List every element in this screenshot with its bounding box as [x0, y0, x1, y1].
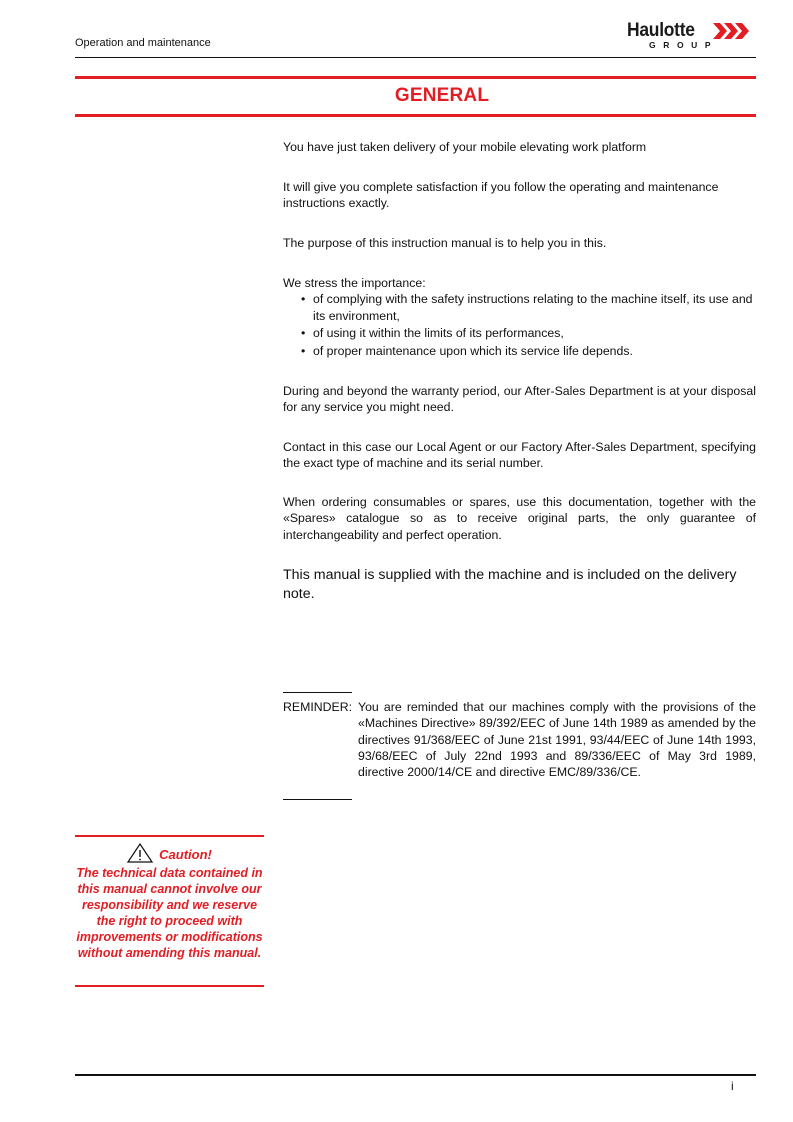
page-number: i	[731, 1079, 734, 1093]
logo-wordmark: Haulotte	[627, 20, 695, 41]
caution-rule-top	[75, 835, 264, 837]
caution-label: Caution!	[159, 847, 212, 862]
importance-list	[283, 291, 756, 359]
caution-heading	[75, 843, 264, 863]
header-divider	[75, 57, 756, 58]
importance-section	[283, 275, 756, 359]
title-rule-bottom	[75, 114, 756, 117]
warranty-paragraph	[283, 383, 756, 416]
footer-divider	[75, 1074, 756, 1076]
logo-chevrons-icon	[713, 23, 751, 39]
reminder-rule-top	[283, 692, 352, 693]
satisfaction-text: It will give you complete satisfaction if you follow the operating and maintenance instructions exactly.	[283, 180, 719, 211]
satisfaction-paragraph	[283, 179, 756, 212]
caution-text: The technical data contained in this manual cannot involve our responsibility and we reserve the right to proceed with improvements or modifications without amending this manual.	[76, 866, 263, 961]
supply-paragraph	[283, 566, 756, 603]
spares-text: When ordering consumables or spares, use this documentation, together with the «Spares» catalogue so as to receive original parts, the only guarantee of interchangeability and perfect operation.	[283, 495, 756, 542]
spares-paragraph	[283, 494, 756, 543]
bullet-icon: •	[301, 292, 306, 307]
running-header: Operation and maintenance	[75, 37, 211, 49]
reminder-label: REMINDER:	[283, 700, 353, 714]
purpose-text: The purpose of this instruction manual is to help you in this.	[283, 236, 607, 250]
delivery-text: You have just taken delivery of your mobile elevating work platform	[283, 140, 647, 154]
stress-intro: We stress the importance:	[283, 276, 426, 290]
warranty-text: During and beyond the warranty period, our After-Sales Department is at your disposal for any service you might need.	[283, 384, 756, 415]
list-item: • of using it within the limits of its performances,	[301, 325, 564, 340]
purpose-paragraph	[283, 235, 756, 251]
list-item: • of proper maintenance upon which its service life depends.	[301, 344, 633, 359]
haulotte-logo	[627, 20, 752, 54]
title-rule-top	[75, 76, 756, 79]
caution-rule-bottom	[75, 985, 264, 987]
contact-paragraph	[283, 439, 756, 472]
bullet-icon: •	[301, 344, 306, 359]
reminder-rule-bottom	[283, 799, 352, 800]
warning-triangle-icon	[127, 843, 153, 863]
intro-paragraph	[283, 139, 756, 155]
list-item: • of complying with the safety instructions relating to the machine itself, its use and its environment,	[301, 292, 753, 323]
bullet-icon: •	[301, 325, 306, 340]
logo-group-text: GROUP	[649, 40, 719, 50]
page-title: GENERAL	[394, 85, 490, 106]
supply-text: This manual is supplied with the machine and is included on the delivery note.	[283, 567, 737, 602]
contact-text: Contact in this case our Local Agent or our Factory After-Sales Department, specifying the exact type of machine and its serial number.	[283, 440, 756, 471]
reminder-text: You are reminded that our machines comply with the provisions of the «Machines Directive» 89/392/EEC of June 14th 1989 as amended by the directives 91/368/EEC of June 21st 1991, 93/44/EEC of June 14th 1993, 93/68/EEC of July 22nd 1993 and 89/336/EEC of May 3rd 1989, directive 2000/14/CE and directive EMC/89/336/CE.	[358, 700, 756, 780]
